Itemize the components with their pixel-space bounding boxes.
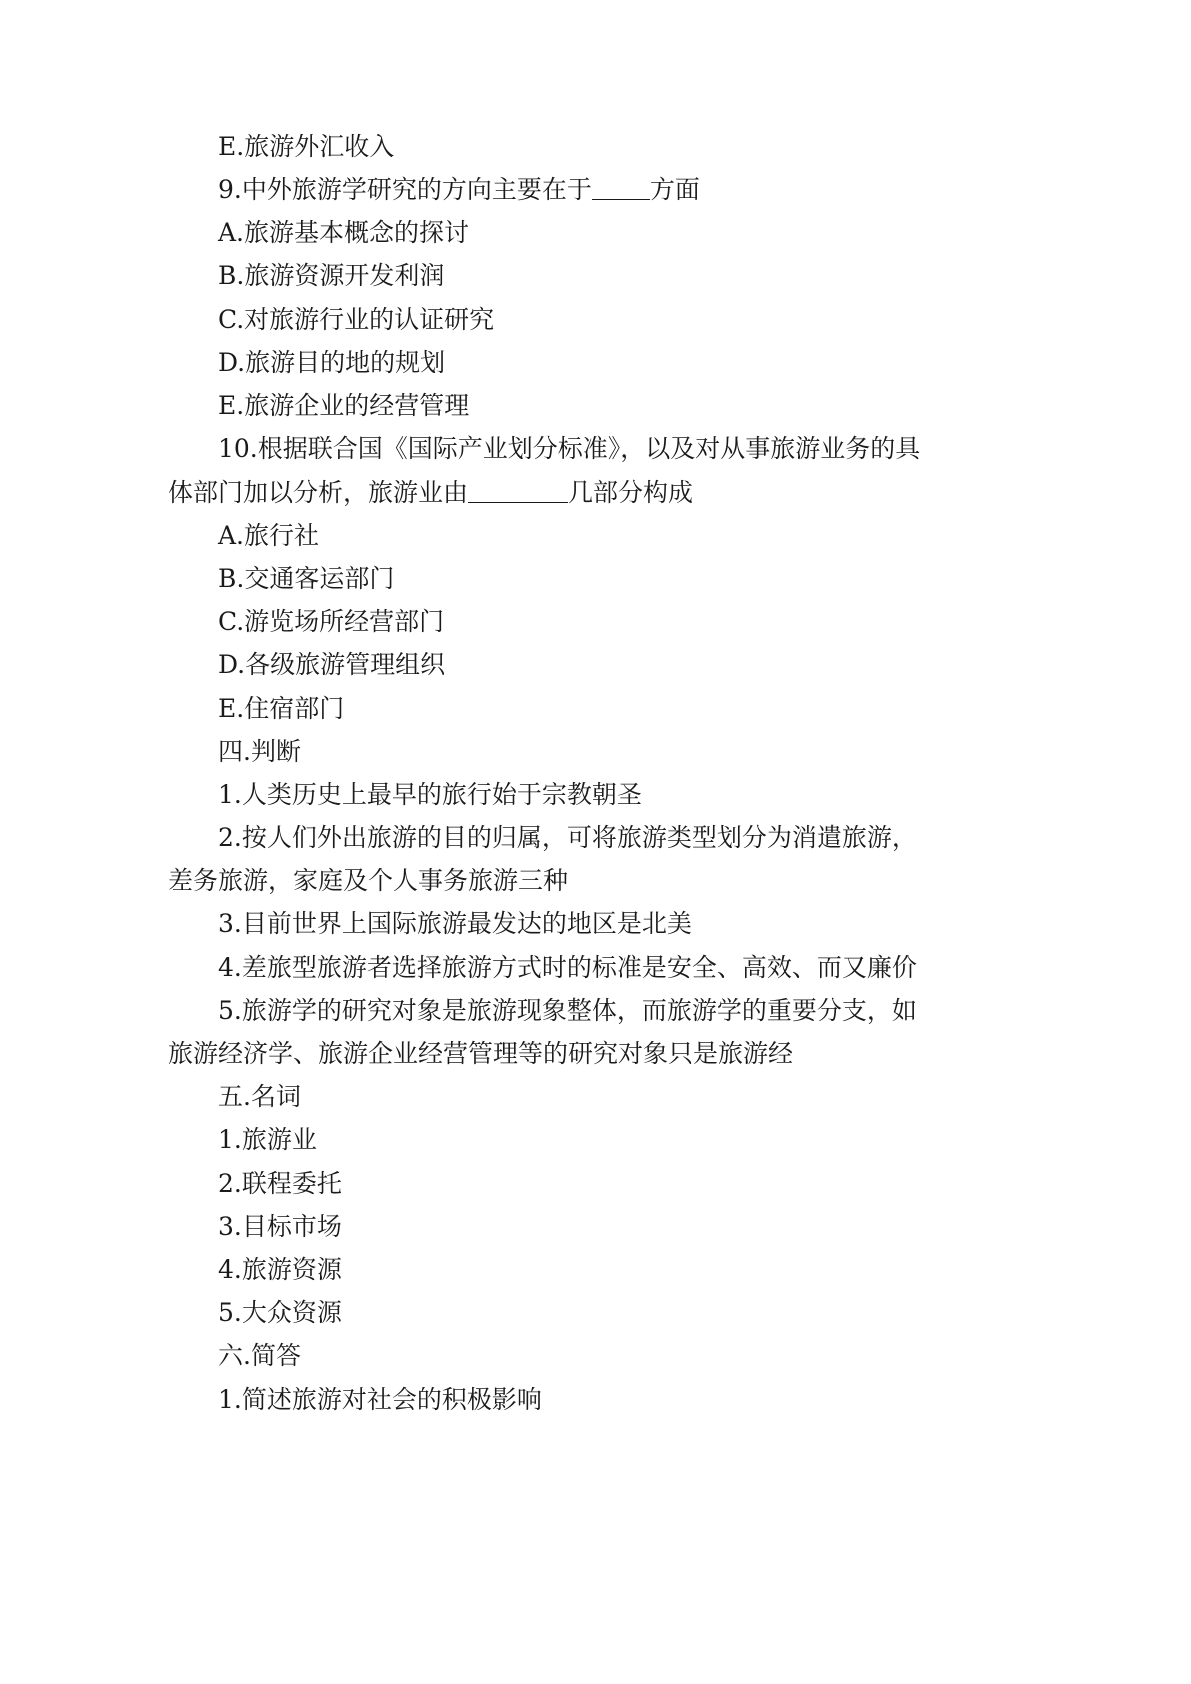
section-5-item-3: 3.目标市场 bbox=[218, 1212, 342, 1241]
q9-stem-text-a: 9.中外旅游学研究的方向主要在于 bbox=[218, 175, 592, 204]
q10-option-c: C.游览场所经营部门 bbox=[218, 607, 445, 636]
section-5-item-1: 1.旅游业 bbox=[218, 1125, 317, 1154]
q9-option-b: B.旅游资源开发利润 bbox=[218, 261, 445, 290]
q9-stem bbox=[218, 175, 700, 205]
section-4-item-3: 3.目前世界上国际旅游最发达的地区是北美 bbox=[218, 909, 692, 938]
q10-stem-line1: 10.根据联合国《国际产业划分标准》，以及对从事旅游业务的具 bbox=[218, 434, 921, 463]
section-5-item-5: 5.大众资源 bbox=[218, 1298, 342, 1327]
q9-option-d: D.旅游目的地的规划 bbox=[218, 348, 446, 377]
q10-option-d: D.各级旅游管理组织 bbox=[218, 650, 446, 679]
q10-option-b: B.交通客运部门 bbox=[218, 564, 395, 593]
q9-option-a: A.旅游基本概念的探讨 bbox=[218, 218, 470, 247]
section-4-item-2-line2: 差务旅游，家庭及个人事务旅游三种 bbox=[168, 866, 569, 895]
section-6-item-1: 1.简述旅游对社会的积极影响 bbox=[218, 1385, 542, 1414]
q10-blank bbox=[468, 480, 568, 503]
section-4-item-5-line2: 旅游经济学、旅游企业经营管理等的研究对象只是旅游经 bbox=[168, 1039, 794, 1068]
section-4-item-1: 1.人类历史上最早的旅行始于宗教朝圣 bbox=[218, 780, 642, 809]
q10-option-e: E.住宿部门 bbox=[218, 694, 345, 723]
q9-blank bbox=[592, 177, 650, 200]
section-5-item-4: 4.旅游资源 bbox=[218, 1255, 342, 1284]
section-4-item-5-line1: 5.旅游学的研究对象是旅游现象整体，而旅游学的重要分支，如 bbox=[218, 996, 917, 1025]
q9-stem-text-b: 方面 bbox=[649, 175, 700, 204]
q10-stem-text-b: 几部分构成 bbox=[568, 478, 694, 507]
section-4-item-2-line1: 2.按人们外出旅游的目的归属，可将旅游类型划分为消遣旅游， bbox=[218, 823, 917, 852]
section-5-item-2: 2.联程委托 bbox=[218, 1169, 342, 1198]
q8-option-e: E.旅游外汇收入 bbox=[218, 132, 395, 161]
section-5-heading: 五.名词 bbox=[218, 1082, 301, 1111]
q10-stem-text-a: 体部门加以分析，旅游业由 bbox=[168, 478, 469, 507]
q9-option-e: E.旅游企业的经营管理 bbox=[218, 391, 470, 420]
q10-option-a: A.旅行社 bbox=[218, 521, 320, 550]
q10-stem-line2 bbox=[168, 478, 693, 508]
q9-option-c: C.对旅游行业的认证研究 bbox=[218, 305, 495, 334]
section-6-heading: 六.简答 bbox=[218, 1341, 301, 1370]
section-4-heading: 四.判断 bbox=[218, 737, 301, 766]
section-4-item-4: 4.差旅型旅游者选择旅游方式时的标准是安全、高效、而又廉价 bbox=[218, 953, 917, 982]
